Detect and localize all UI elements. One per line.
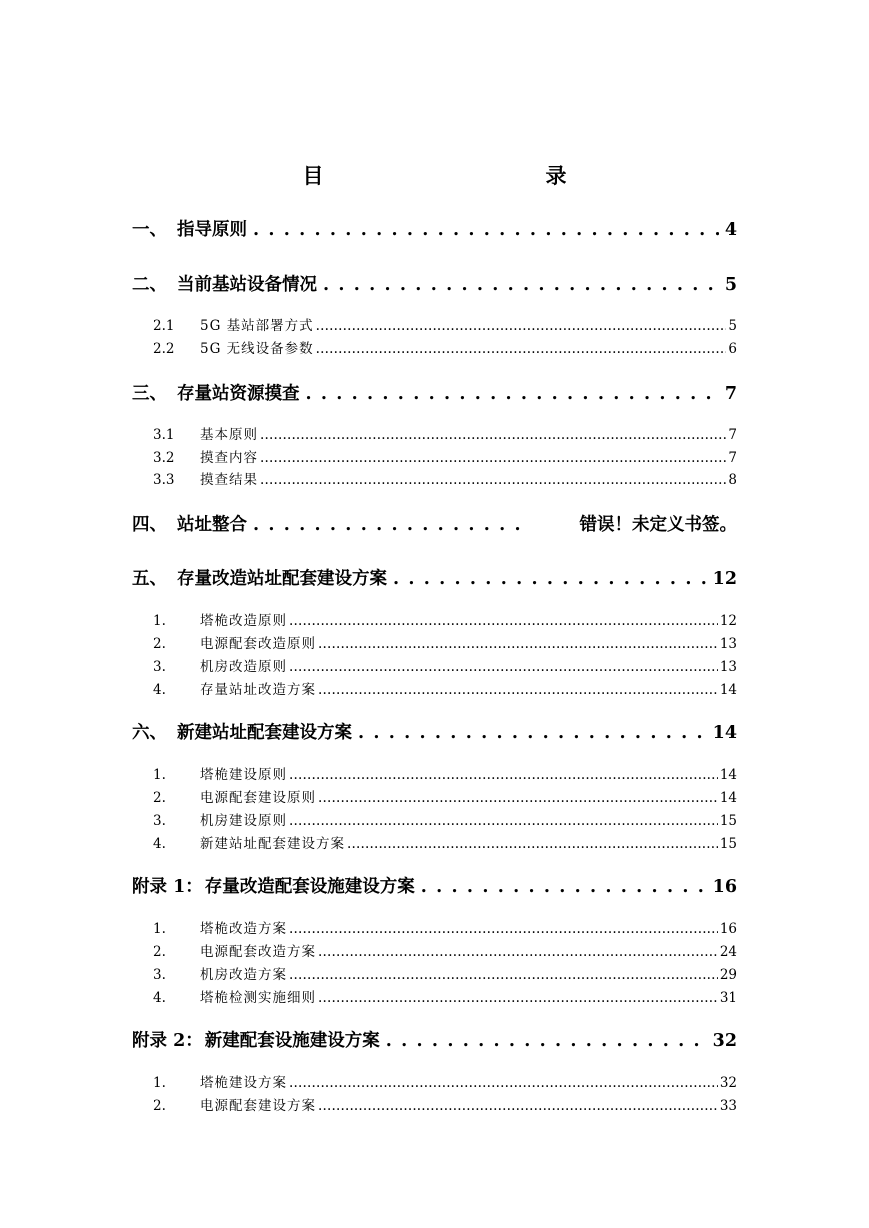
dot-leader xyxy=(347,836,718,852)
dot-leader xyxy=(289,967,718,983)
dot-leader xyxy=(289,767,718,783)
toc-entry-s5[interactable]: 五、 存量改造站址配套建设方案 . . . 12 xyxy=(132,565,737,589)
dot-leader xyxy=(323,275,719,295)
toc-entry-s6-3[interactable]: 3. 机房建设原则 ..... 15 xyxy=(132,809,737,829)
dot-leader xyxy=(316,341,727,357)
dot-leader xyxy=(318,1098,718,1114)
toc-entry-s2-1[interactable]: 2.1 5G 基站部署方式 ..... 5 xyxy=(132,314,737,334)
dot-leader xyxy=(289,921,718,937)
toc-entry-appendix-1-3[interactable]: 3. 机房改造方案 ..... 29 xyxy=(132,963,737,983)
toc-entry-appendix-1-4[interactable]: 4. 塔桅检测实施细则 ..... 31 xyxy=(132,986,737,1006)
dot-leader xyxy=(289,1075,718,1091)
toc-entry-s5-3[interactable]: 3. 机房改造原则 ..... 13 xyxy=(132,655,737,675)
toc-entry-s5-1[interactable]: 1. 塔桅改造原则 ..... 12 xyxy=(132,609,737,629)
toc-entry-s2-2[interactable]: 2.2 5G 无线设备参数 ..... 6 xyxy=(132,337,737,357)
toc-entry-s4[interactable]: 四、 站址整合 . . . 错误！未定义书签。 xyxy=(132,511,737,535)
dot-leader xyxy=(318,790,718,806)
toc-entry-s3[interactable]: 三、 存量站资源摸查 . . . 7 xyxy=(132,380,737,404)
dot-leader xyxy=(289,613,718,629)
dot-leader xyxy=(358,723,707,743)
toc-entry-s6[interactable]: 六、 新建站址配套建设方案 . . . 14 xyxy=(132,719,737,743)
toc-entry-s5-2[interactable]: 2. 电源配套改造原则 ..... 13 xyxy=(132,632,737,652)
dot-leader xyxy=(318,944,718,960)
dot-leader xyxy=(306,384,719,404)
toc-entry-s6-4[interactable]: 4. 新建站址配套建设方案 ..... 15 xyxy=(132,832,737,852)
toc-entry-s5-4[interactable]: 4. 存量站址改造方案 ..... 14 xyxy=(132,678,737,698)
toc-entry-s2[interactable]: 二、 当前基站设备情况 . . . 5 xyxy=(132,271,737,295)
dot-leader xyxy=(316,318,727,334)
dot-leader xyxy=(318,636,718,652)
dot-leader xyxy=(289,659,718,675)
dot-leader xyxy=(421,877,707,897)
toc-entry-appendix-1-1[interactable]: 1. 塔桅改造方案 ..... 16 xyxy=(132,917,737,937)
toc-entry-s6-1[interactable]: 1. 塔桅建设原则 ..... 14 xyxy=(132,763,737,783)
dot-leader xyxy=(393,569,707,589)
dot-leader xyxy=(318,682,718,698)
dot-leader xyxy=(318,990,718,1006)
toc-entry-s6-2[interactable]: 2. 电源配套建设原则 ..... 14 xyxy=(132,786,737,806)
toc-entry-appendix-2-2[interactable]: 2. 电源配套建设方案 ..... 33 xyxy=(132,1094,737,1114)
dot-leader xyxy=(260,472,726,488)
toc-entry-appendix-1[interactable]: 附录 1： 存量改造配套设施建设方案 . . . 16 xyxy=(132,873,737,897)
toc-entry-s3-1[interactable]: 3.1 基本原则 ..... 7 xyxy=(132,423,737,443)
toc-entry-appendix-2-1[interactable]: 1. 塔桅建设方案 ..... 32 xyxy=(132,1071,737,1091)
dot-leader xyxy=(289,813,718,829)
toc-title: 目 录 xyxy=(302,163,627,188)
toc-entry-s1[interactable]: 一、 指导原则 . . . 4 xyxy=(132,216,737,240)
dot-leader xyxy=(260,427,726,443)
dot-leader xyxy=(253,220,719,240)
toc-entry-appendix-2[interactable]: 附录 2： 新建配套设施建设方案 . . . 32 xyxy=(132,1027,737,1051)
dot-leader xyxy=(260,450,726,466)
toc-entry-s3-3[interactable]: 3.3 摸查结果 ..... 8 xyxy=(132,468,737,488)
bookmark-error-text: 错误！未定义书签。 xyxy=(579,515,737,535)
toc-entry-appendix-1-2[interactable]: 2. 电源配套改造方案 ..... 24 xyxy=(132,940,737,960)
dot-leader xyxy=(253,515,521,535)
toc-entry-s3-2[interactable]: 3.2 摸查内容 ..... 7 xyxy=(132,446,737,466)
dot-leader xyxy=(386,1031,707,1051)
